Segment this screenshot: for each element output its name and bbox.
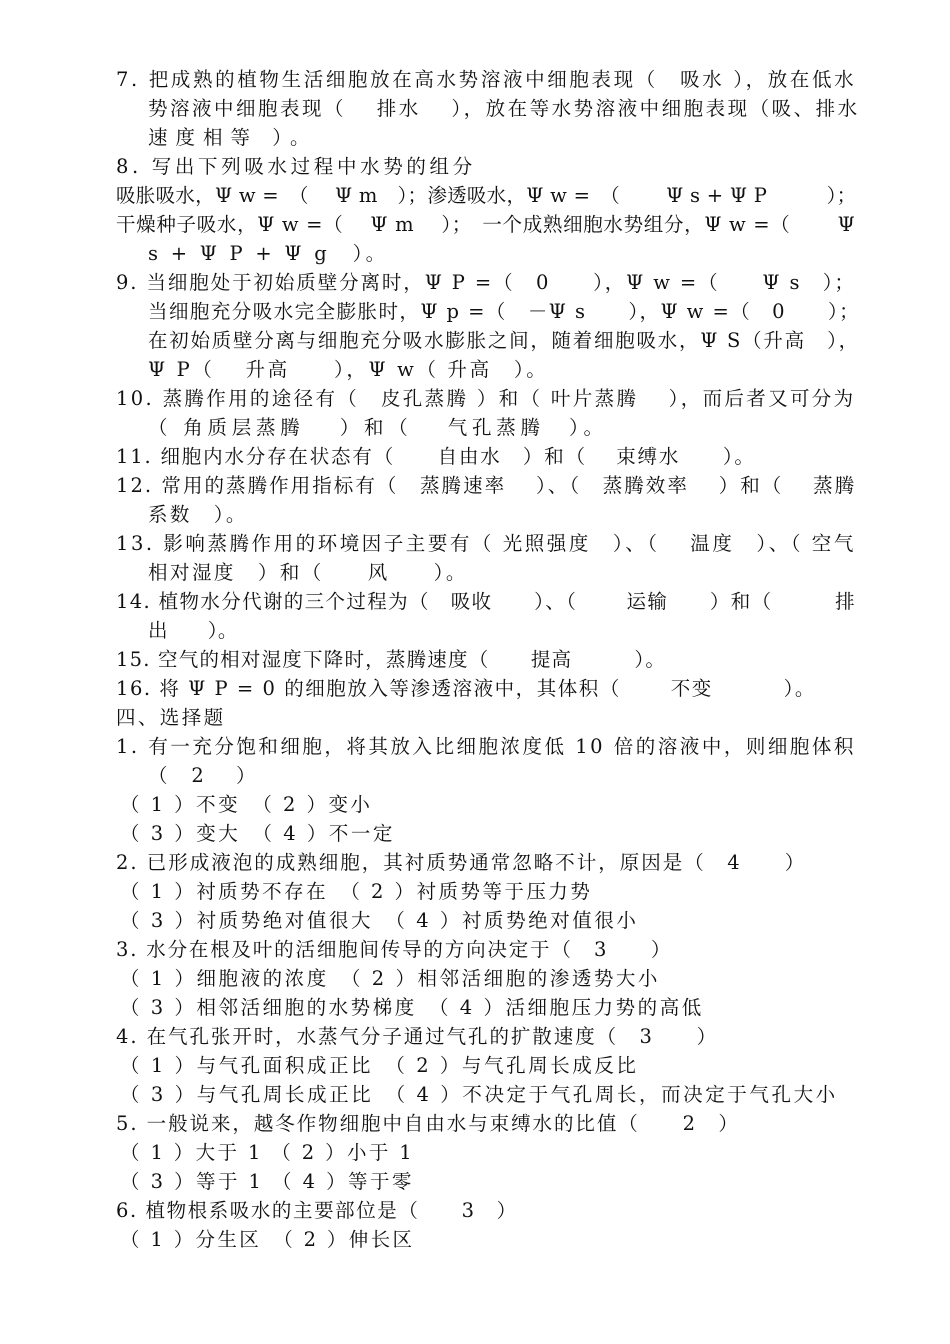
q13-line-1: 13. 影响蒸腾作用的环境因子主要有（ 光照强度 ）、（ 温度 ）、（ 空气 [116, 532, 856, 555]
c5-question: 5. 一般说来，越冬作物细胞中自由水与束缚水的比值（ 2 ） [116, 1112, 740, 1135]
q10-line-2: （ 角质层蒸腾 ）和（ 气孔蒸腾 ）。 [148, 416, 608, 439]
c2-options-line-2: （ 3 ）衬质势绝对值很大 （ 4 ）衬质势绝对值很小 [120, 909, 639, 932]
q7-line-2: 势溶液中细胞表现（ 排水 ），放在等水势溶液中细胞表现（吸、排水 [148, 97, 860, 120]
q14-line-1: 14. 植物水分代谢的三个过程为（ 吸收 ）、（ 运输 ）和（ 排 [116, 590, 856, 613]
c4-options-line-1: （ 1 ）与气孔面积成正比 （ 2 ）与气孔周长成反比 [120, 1054, 639, 1077]
c6-question: 6. 植物根系吸水的主要部位是（ 3 ） [116, 1199, 518, 1222]
q12-line-1: 12. 常用的蒸腾作用指标有（ 蒸腾速率 ）、（ 蒸腾效率 ）和（ 蒸腾 [116, 474, 857, 497]
q15: 15. 空气的相对湿度下降时，蒸腾速度（ 提高 ）。 [116, 648, 667, 671]
c3-question: 3. 水分在根及叶的活细胞间传导的方向决定于（ 3 ） [116, 938, 673, 961]
q8-line-1: 吸胀吸水，Ψ w = （ Ψ m ）；渗透吸水，Ψ w = （ Ψ s + Ψ P ）； [116, 184, 857, 207]
q8-line-3: s + Ψ P + Ψ g ）。 [148, 242, 389, 265]
c1-question-line-1: 1. 有一充分饱和细胞，将其放入比细胞浓度低 10 倍的溶液中，则细胞体积 [116, 735, 856, 758]
q9-line-2: 当细胞充分吸水完全膨胀时，Ψ p =（ －Ψ s ），Ψ w =（ 0 ）； [148, 300, 861, 323]
c4-question: 4. 在气孔张开时，水蒸气分子通过气孔的扩散速度（ 3 ） [116, 1025, 719, 1048]
q13-line-2: 相对湿度 ）和（ 风 ）。 [148, 561, 468, 584]
q7-line-3: 速度相等 ）。 [148, 126, 318, 149]
c6-options-line-1: （ 1 ）分生区 （ 2 ）伸长区 [120, 1228, 415, 1251]
c3-options-line-1: （ 1 ）细胞液的浓度 （ 2 ）相邻活细胞的渗透势大小 [120, 967, 660, 990]
c3-options-line-2: （ 3 ）相邻活细胞的水势梯度 （ 4 ）活细胞压力势的高低 [120, 996, 704, 1019]
q9-line-3: 在初始质壁分离与细胞充分吸水膨胀之间，随着细胞吸水，Ψ S（升高 ）， [148, 329, 860, 352]
c4-options-line-2: （ 3 ）与气孔周长成正比 （ 4 ）不决定于气孔周长，而决定于气孔大小 [120, 1083, 838, 1106]
c2-options-line-1: （ 1 ）衬质势不存在 （ 2 ）衬质势等于压力势 [120, 880, 593, 903]
c1-question-line-2: （ 2 ） [148, 764, 258, 787]
q8-line-2: 干燥种子吸水，Ψ w =（ Ψ m ）； 一个成熟细胞水势组分，Ψ w =（ Ψ [116, 213, 856, 236]
q14-line-2: 出 ）。 [148, 619, 238, 642]
c5-options-line-2: （ 3 ）等于 1 （ 4 ）等于零 [120, 1170, 414, 1193]
c2-question: 2. 已形成液泡的成熟细胞，其衬质势通常忽略不计，原因是（ 4 ） [116, 851, 807, 874]
c5-options-line-1: （ 1 ）大于 1 （ 2 ）小于 1 [120, 1141, 415, 1164]
q8-heading: 8. 写出下列吸水过程中水势的组分 [116, 155, 476, 178]
c1-options-line-1: （ 1 ）不变 （ 2 ）变小 [120, 793, 373, 816]
q10-line-1: 10. 蒸腾作用的途径有（ 皮孔蒸腾 ）和（ 叶片蒸腾 ），而后者又可分为 [116, 387, 856, 410]
q16: 16. 将 Ψ P = 0 的细胞放入等渗透溶液中，其体积（ 不变 ）。 [116, 677, 816, 700]
q9-line-4: Ψ P（ 升高 ），Ψ w（ 升高 ）。 [148, 358, 549, 381]
q12-line-2: 系数 ）。 [148, 503, 248, 526]
section-heading-choice: 四、选择题 [116, 706, 226, 729]
q11: 11. 细胞内水分存在状态有（ 自由水 ）和（ 束缚水 ）。 [116, 445, 756, 468]
c1-options-line-2: （ 3 ）变大 （ 4 ）不一定 [120, 822, 395, 845]
q7-line-1: 7. 把成熟的植物生活细胞放在高水势溶液中细胞表现（ 吸水 ），放在低水 [116, 68, 857, 91]
q9-line-1: 9. 当细胞处于初始质壁分离时，Ψ P =（ 0 ），Ψ w =（ Ψ s ）； [116, 271, 856, 294]
